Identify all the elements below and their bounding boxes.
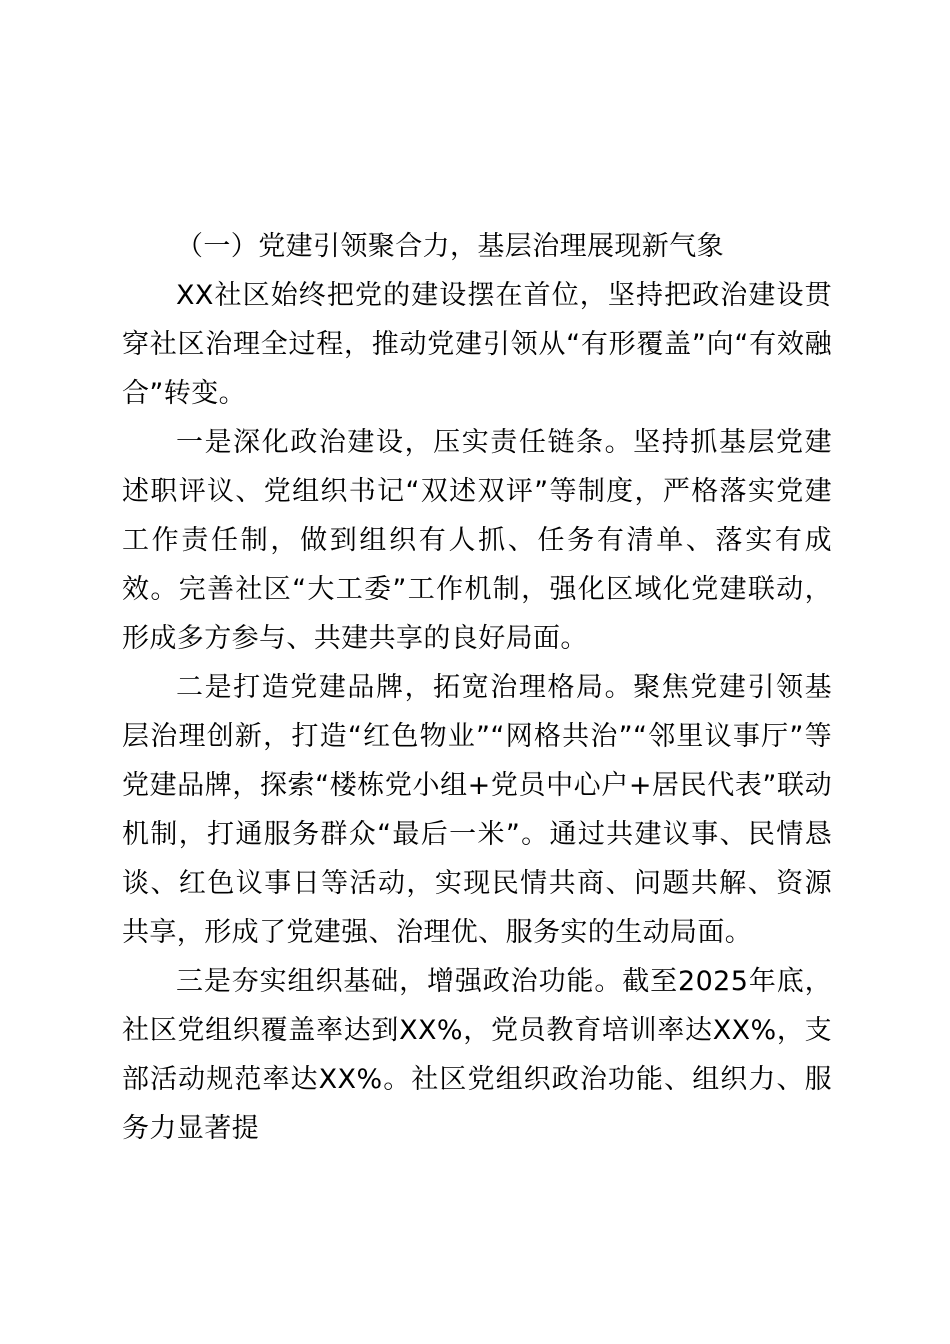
paragraph-intro: XX社区始终把党的建设摆在首位，坚持把政治建设贯穿社区治理全过程，推动党建引领从“有形覆盖”向“有效融合”转变。 [122, 280, 832, 409]
document-body [122, 222, 832, 1153]
section-heading: （一）党建引领聚合力，基层治理展现新气象 [176, 231, 724, 262]
paragraph-political-building: 一是深化政治建设，压实责任链条。坚持抓基层党建述职评议、党组织书记“双述双评”等制度，严格落实党建工作责任制，做到组织有人抓、任务有清单、落实有成效。完善社区“大工委”工作机制，强化区域化党建联动，形成多方参与、共建共享的良好局面。 [122, 427, 832, 654]
paragraph-party-brand: 二是打造党建品牌，拓宽治理格局。聚焦党建引领基层治理创新，打造“红色物业”“网格共治”“邻里议事厅”等党建品牌，探索“楼栋党小组+党员中心户+居民代表”联动机制，打通服务群众“最后一米”。通过共建议事、民情恳谈、红色议事日等活动，实现民情共商、问题共解、资源共享，形成了党建强、治理优、服务实的生动局面。 [122, 672, 832, 948]
paragraph-organization-foundation: 三是夯实组织基础，增强政治功能。截至2025年底，社区党组织覆盖率达到XX%，党员教育培训率达XX%，支部活动规范率达XX%。社区党组织政治功能、组织力、服务力显著提 [122, 966, 832, 1144]
